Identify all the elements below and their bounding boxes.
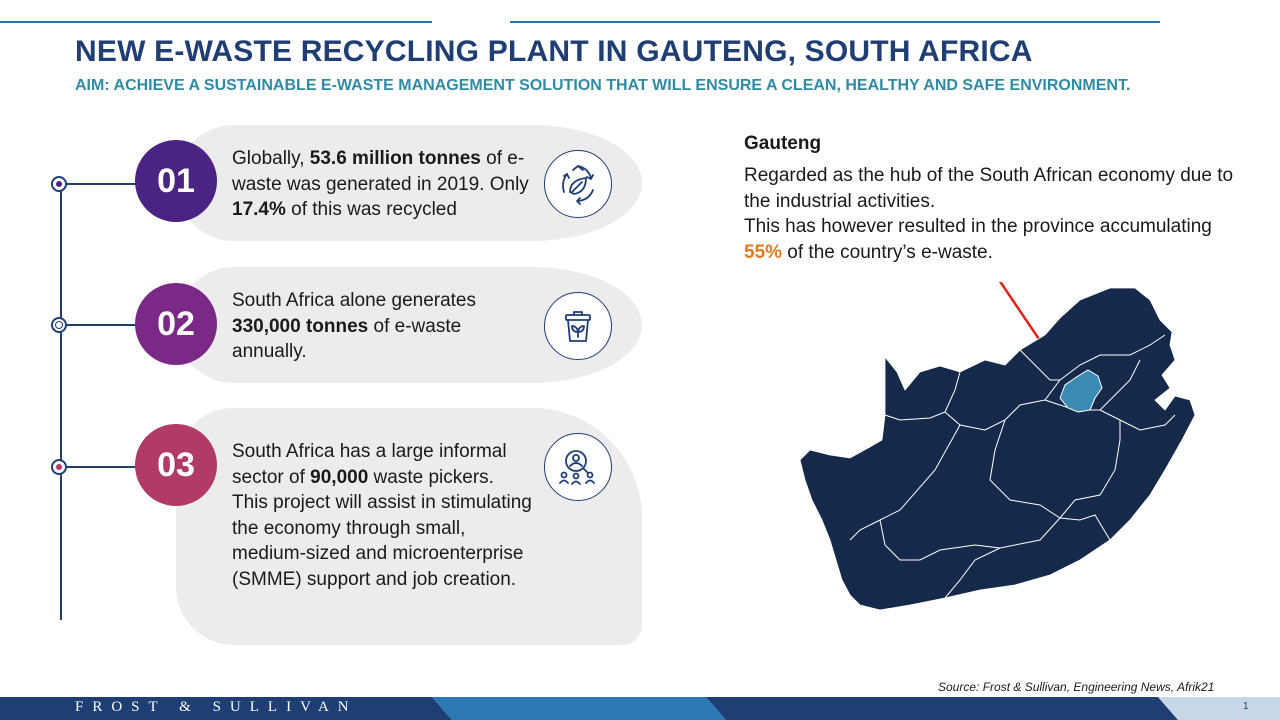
frost-sullivan-logo: FROST & SULLIVAN [75, 699, 358, 715]
south-africa-shape [800, 288, 1195, 610]
top-rule [0, 21, 1280, 23]
gauteng-highlight: 55% [744, 241, 783, 263]
item-number-badge-2: 02 [135, 283, 217, 365]
item-number-badge-1: 01 [135, 140, 217, 222]
timeline-node-1 [51, 176, 67, 192]
page-number: 1 [1243, 701, 1249, 712]
item-text-1: Globally, 53.6 million tonnes of e-waste was generated in 2019. Only 17.4% of this was recycled [232, 148, 529, 220]
page-title: NEW E-WASTE RECYCLING PLANT IN GAUTENG, SOUTH AFRICA [75, 35, 1033, 68]
timeline-node-2 [51, 317, 67, 333]
timeline-line [60, 184, 62, 620]
footer-bar [0, 697, 1280, 720]
page-subtitle: AIM: ACHIEVE A SUSTAINABLE E-WASTE MANAGEMENT SOLUTION THAT WILL ENSURE A CLEAN, HEALTHY AND SAFE ENVIRONMENT. [75, 77, 1131, 94]
gauteng-text-1: Regarded as the hub of the South African economy due to the industrial activities. [744, 165, 1234, 212]
timeline-connector-1 [67, 183, 139, 185]
item-number-badge-3: 03 [135, 424, 217, 506]
south-africa-map [795, 282, 1205, 617]
timeline-connector-3 [67, 466, 139, 468]
timeline-node-3 [51, 459, 67, 475]
people-search-icon [544, 433, 612, 501]
item-text-2: South Africa alone generates 330,000 tonnes of e-waste annually. [232, 290, 477, 362]
gauteng-text-2: This has however resulted in the province accumulating 55% of the country’s e-waste. [744, 216, 1212, 263]
recycle-leaf-icon [544, 150, 612, 218]
source-note: Source: Frost & Sullivan, Engineering News, Afrik21 [938, 680, 1215, 694]
gauteng-heading: Gauteng [744, 133, 822, 154]
waste-bin-icon [544, 292, 612, 360]
gauteng-description [744, 163, 1244, 265]
timeline-connector-2 [67, 324, 139, 326]
item-text-3: South Africa has a large informal sector of 90,000 waste pickers. This project will assist in stimulating the economy through small, medium-sized and microenterprise (SMME) support and job creation. [232, 441, 532, 590]
